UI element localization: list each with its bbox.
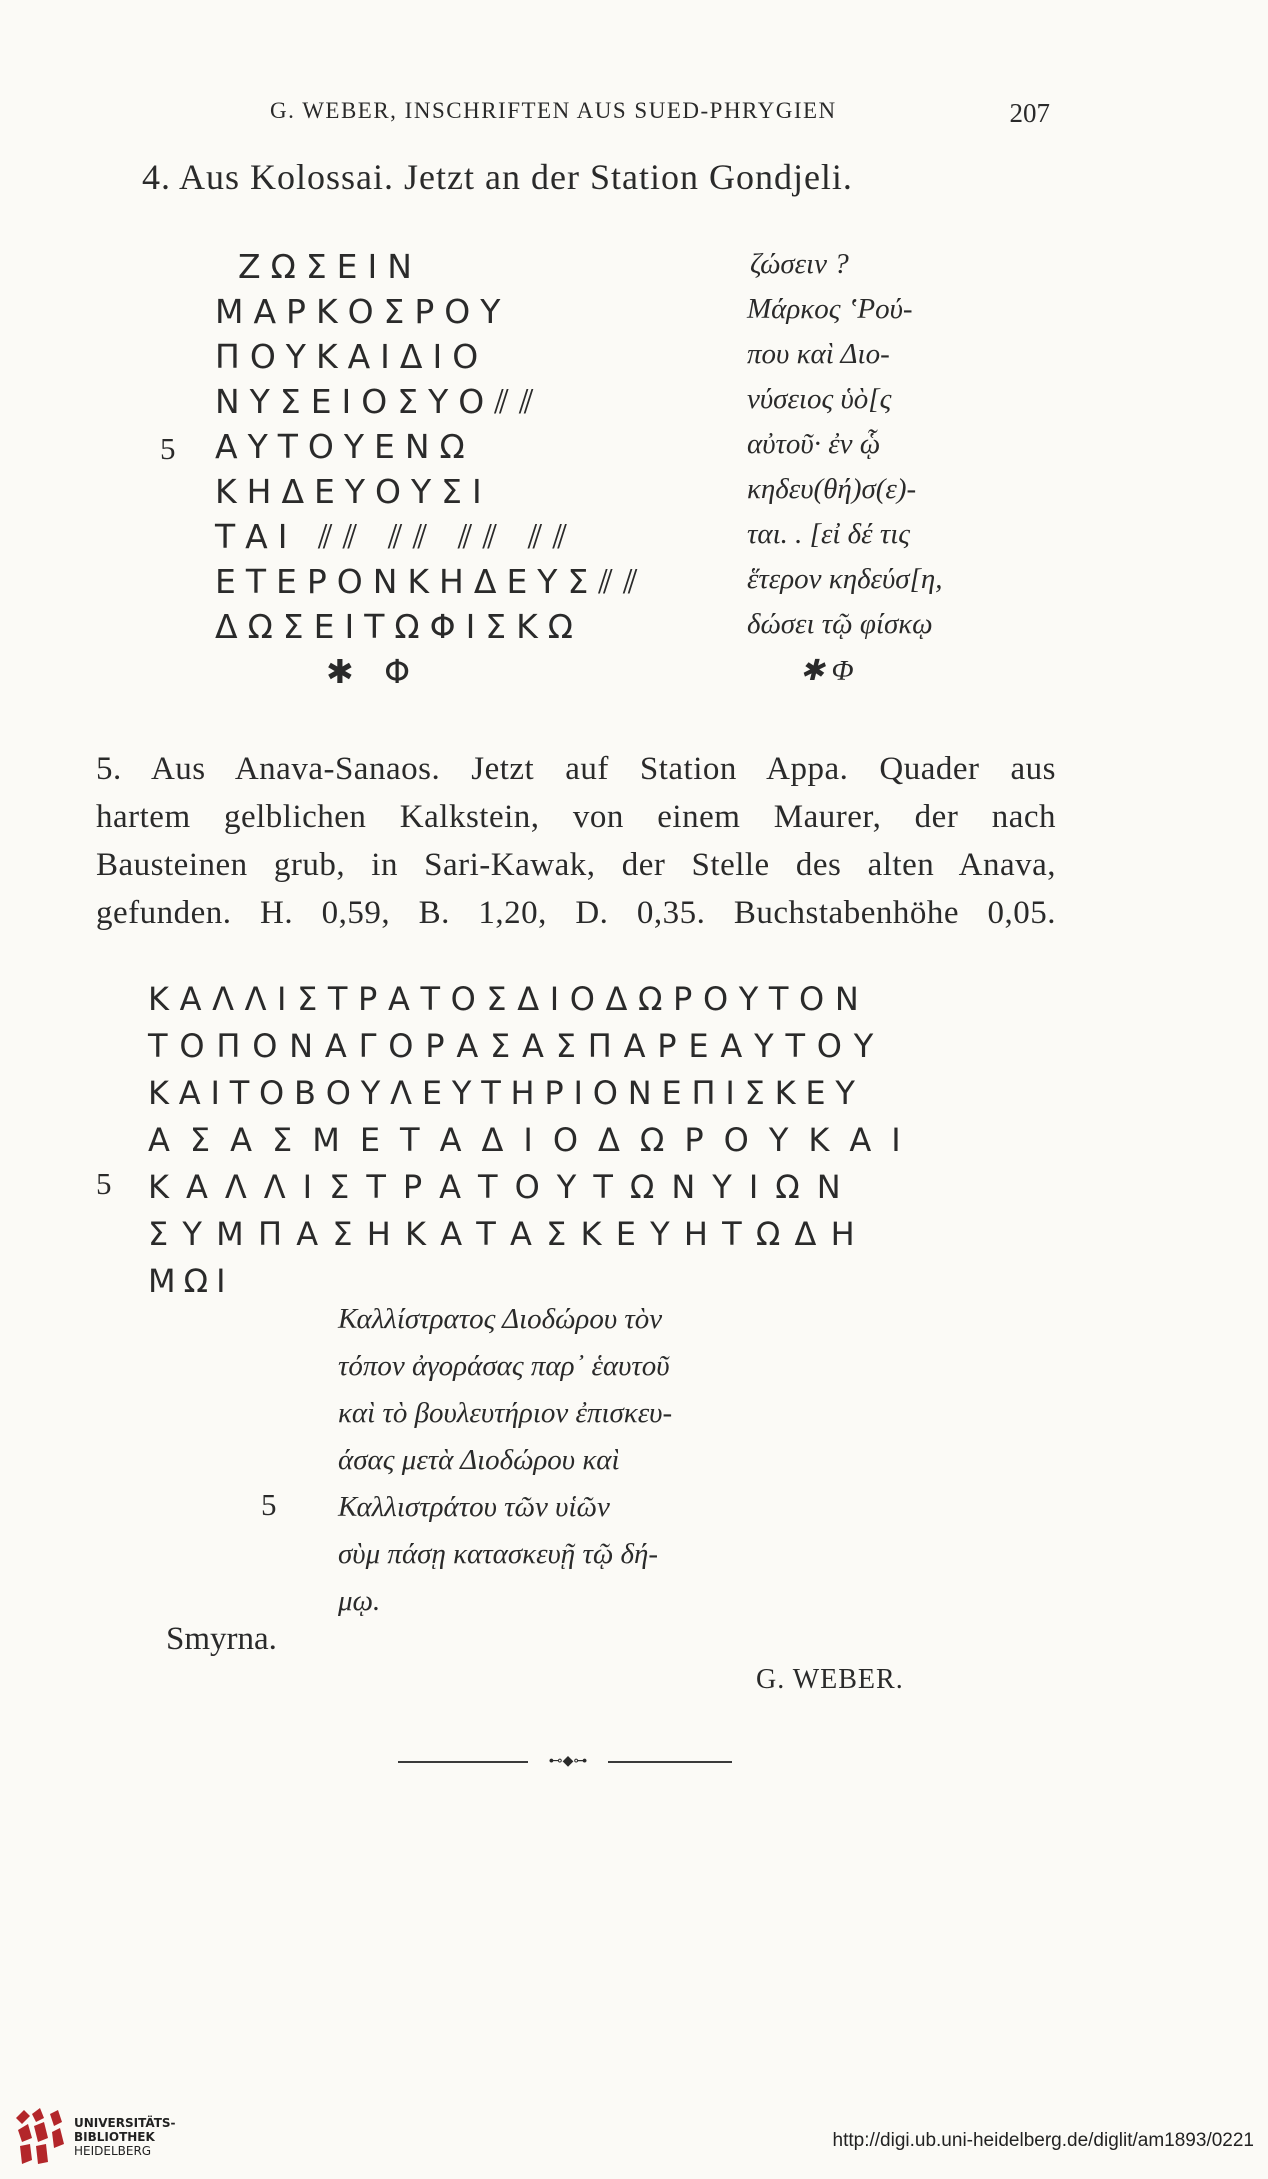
place-name: Smyrna. (166, 1621, 277, 1657)
transcription-4-line: νύσειος ὑὸ[ς (747, 383, 892, 415)
inscription-5-line: ΚΑΛΛΙΣΤΡΑΤΟΣΔΙΟΔΩΡΟΥΤΟΝ (148, 980, 870, 1018)
transcription-4-line: ἕτερον κηδεύσ[η, (747, 563, 943, 595)
library-name-line: UNIVERSITÄTS- (74, 2116, 176, 2130)
library-footer (0, 2100, 1268, 2179)
transcription-4-line: κηδευ(θή)σ(ε)- (747, 473, 917, 505)
running-header (270, 98, 1050, 132)
line-number: 5 (160, 431, 176, 466)
source-url-link[interactable]: http://digi.ub.uni-heidelberg.de/diglit/am1893/0221 (832, 2130, 1254, 2151)
transcription-4-line: δώσει τῷ φίσκῳ (747, 608, 933, 640)
transcription-4-line: ✱ Φ (800, 655, 854, 687)
section-5-paragraph (96, 745, 1056, 937)
line-number: 5 (261, 1487, 277, 1522)
inscription-4-line: ΖΩΣΕΙΝ (238, 247, 422, 286)
inscription-5-line: ΜΩΙ (148, 1262, 234, 1300)
divider-ornament: ⊷◆⊶ (528, 1752, 608, 1772)
inscription-5-line: ΣΥΜΠΑΣΗΚΑΤΑΣΚΕΥΗΤΩΔΗ (148, 1215, 869, 1253)
library-name (74, 2116, 176, 2158)
inscription-5-line: ΚΑΙΤΟΒΟΥΛΕΥΤΗΡΙΟΝΕΠΙΣΚΕΥ (148, 1074, 865, 1112)
inscription-4-line: ΜΑΡΚΟΣΡΟΥ (215, 292, 511, 331)
transcription-4-line: αὐτοῦ· ἐν ᾧ (747, 428, 881, 460)
inscription-4-line: ΚΗΔΕΥΟΥΣΙ (215, 472, 492, 511)
transcription-5-line: Καλλιστράτου τῶν υἱῶν (338, 1491, 610, 1523)
inscription-4-line: ΝΥΣΕΙΟΣΥΟ⫽⫽ (215, 382, 544, 421)
section-4-title: 4. Aus Kolossai. Jetzt an der Station Gondjeli. (142, 157, 853, 197)
library-logo-icon (14, 2108, 68, 2166)
inscription-5-line: ΤΟΠΟΝΑΓΟΡΑΣΑΣΠΑΡΕΑΥΤΟΥ (148, 1027, 886, 1065)
line-number: 5 (96, 1166, 112, 1201)
transcription-5-line: σὺμ πάσῃ κατασκευῇ τῷ δή- (338, 1538, 659, 1570)
paragraph-line: Bausteinen grub, in Sari-Kawak, der Stelle des alten Anava, (96, 847, 1056, 883)
author-signature: G. WEBER. (756, 1664, 904, 1695)
transcription-5-line: άσας μετὰ Διοδώρου καὶ (338, 1444, 620, 1476)
inscription-4-line: ΤΑΙ ⫽⫽ ⫽⫽ ⫽⫽ ⫽⫽ (215, 517, 578, 556)
transcription-4-line: που καὶ Διο- (747, 338, 890, 370)
page-number: 207 (1009, 98, 1050, 128)
transcription-4-line: ζώσειν ? (750, 248, 849, 280)
paragraph-line: gefunden. H. 0,59, B. 1,20, D. 0,35. Buchstabenhöhe 0,05. (96, 895, 1056, 931)
library-name-line: BIBLIOTHEK (74, 2130, 155, 2144)
inscription-4-line: ΔΩΣΕΙΤΩΦΙΣΚΩ (215, 607, 584, 646)
inscription-4-line: ΑΥΤΟΥΕΝΩ (215, 427, 475, 466)
inscription-4-line: ΕΤΕΡΟΝΚΗΔΕΥΣ⫽⫽ (215, 562, 648, 601)
transcription-5-line: τόπον ἀγοράσας παρ᾽ ἑαυτοῦ (338, 1350, 670, 1382)
transcription-4-line: Μάρκος ʽΡού- (747, 293, 913, 325)
library-name-line: HEIDELBERG (74, 2144, 152, 2158)
transcription-5-line: καὶ τὸ βουλευτήριον ἐπισκευ- (338, 1397, 673, 1429)
inscription-4-line: ✱ Φ (326, 652, 421, 691)
inscription-5-line: ΚΑΛΛΙΣΤΡΑΤΟΥΤΩΝΥΙΩΝ (148, 1168, 858, 1206)
transcription-5-line: μῳ. (338, 1585, 381, 1617)
running-title: G. WEBER, INSCHRIFTEN AUS SUED-PHRYGIEN (270, 98, 837, 123)
paragraph-line: 5. Aus Anava-Sanaos. Jetzt auf Station Appa. Quader aus (96, 751, 1056, 787)
transcription-5-line: Καλλίστρατος Διοδώρου τὸν (338, 1303, 663, 1335)
transcription-4-line: ται. . [εἰ δέ τις (747, 518, 911, 550)
paragraph-line: hartem gelblichen Kalkstein, von einem Maurer, der nach (96, 799, 1056, 835)
inscription-4-line: ΠΟΥΚΑΙΔΙΟ (215, 337, 489, 376)
inscription-5-line: ΑΣΑΣΜΕΤΑΔΙΟΔΩΡΟΥΚΑΙ (148, 1121, 921, 1159)
